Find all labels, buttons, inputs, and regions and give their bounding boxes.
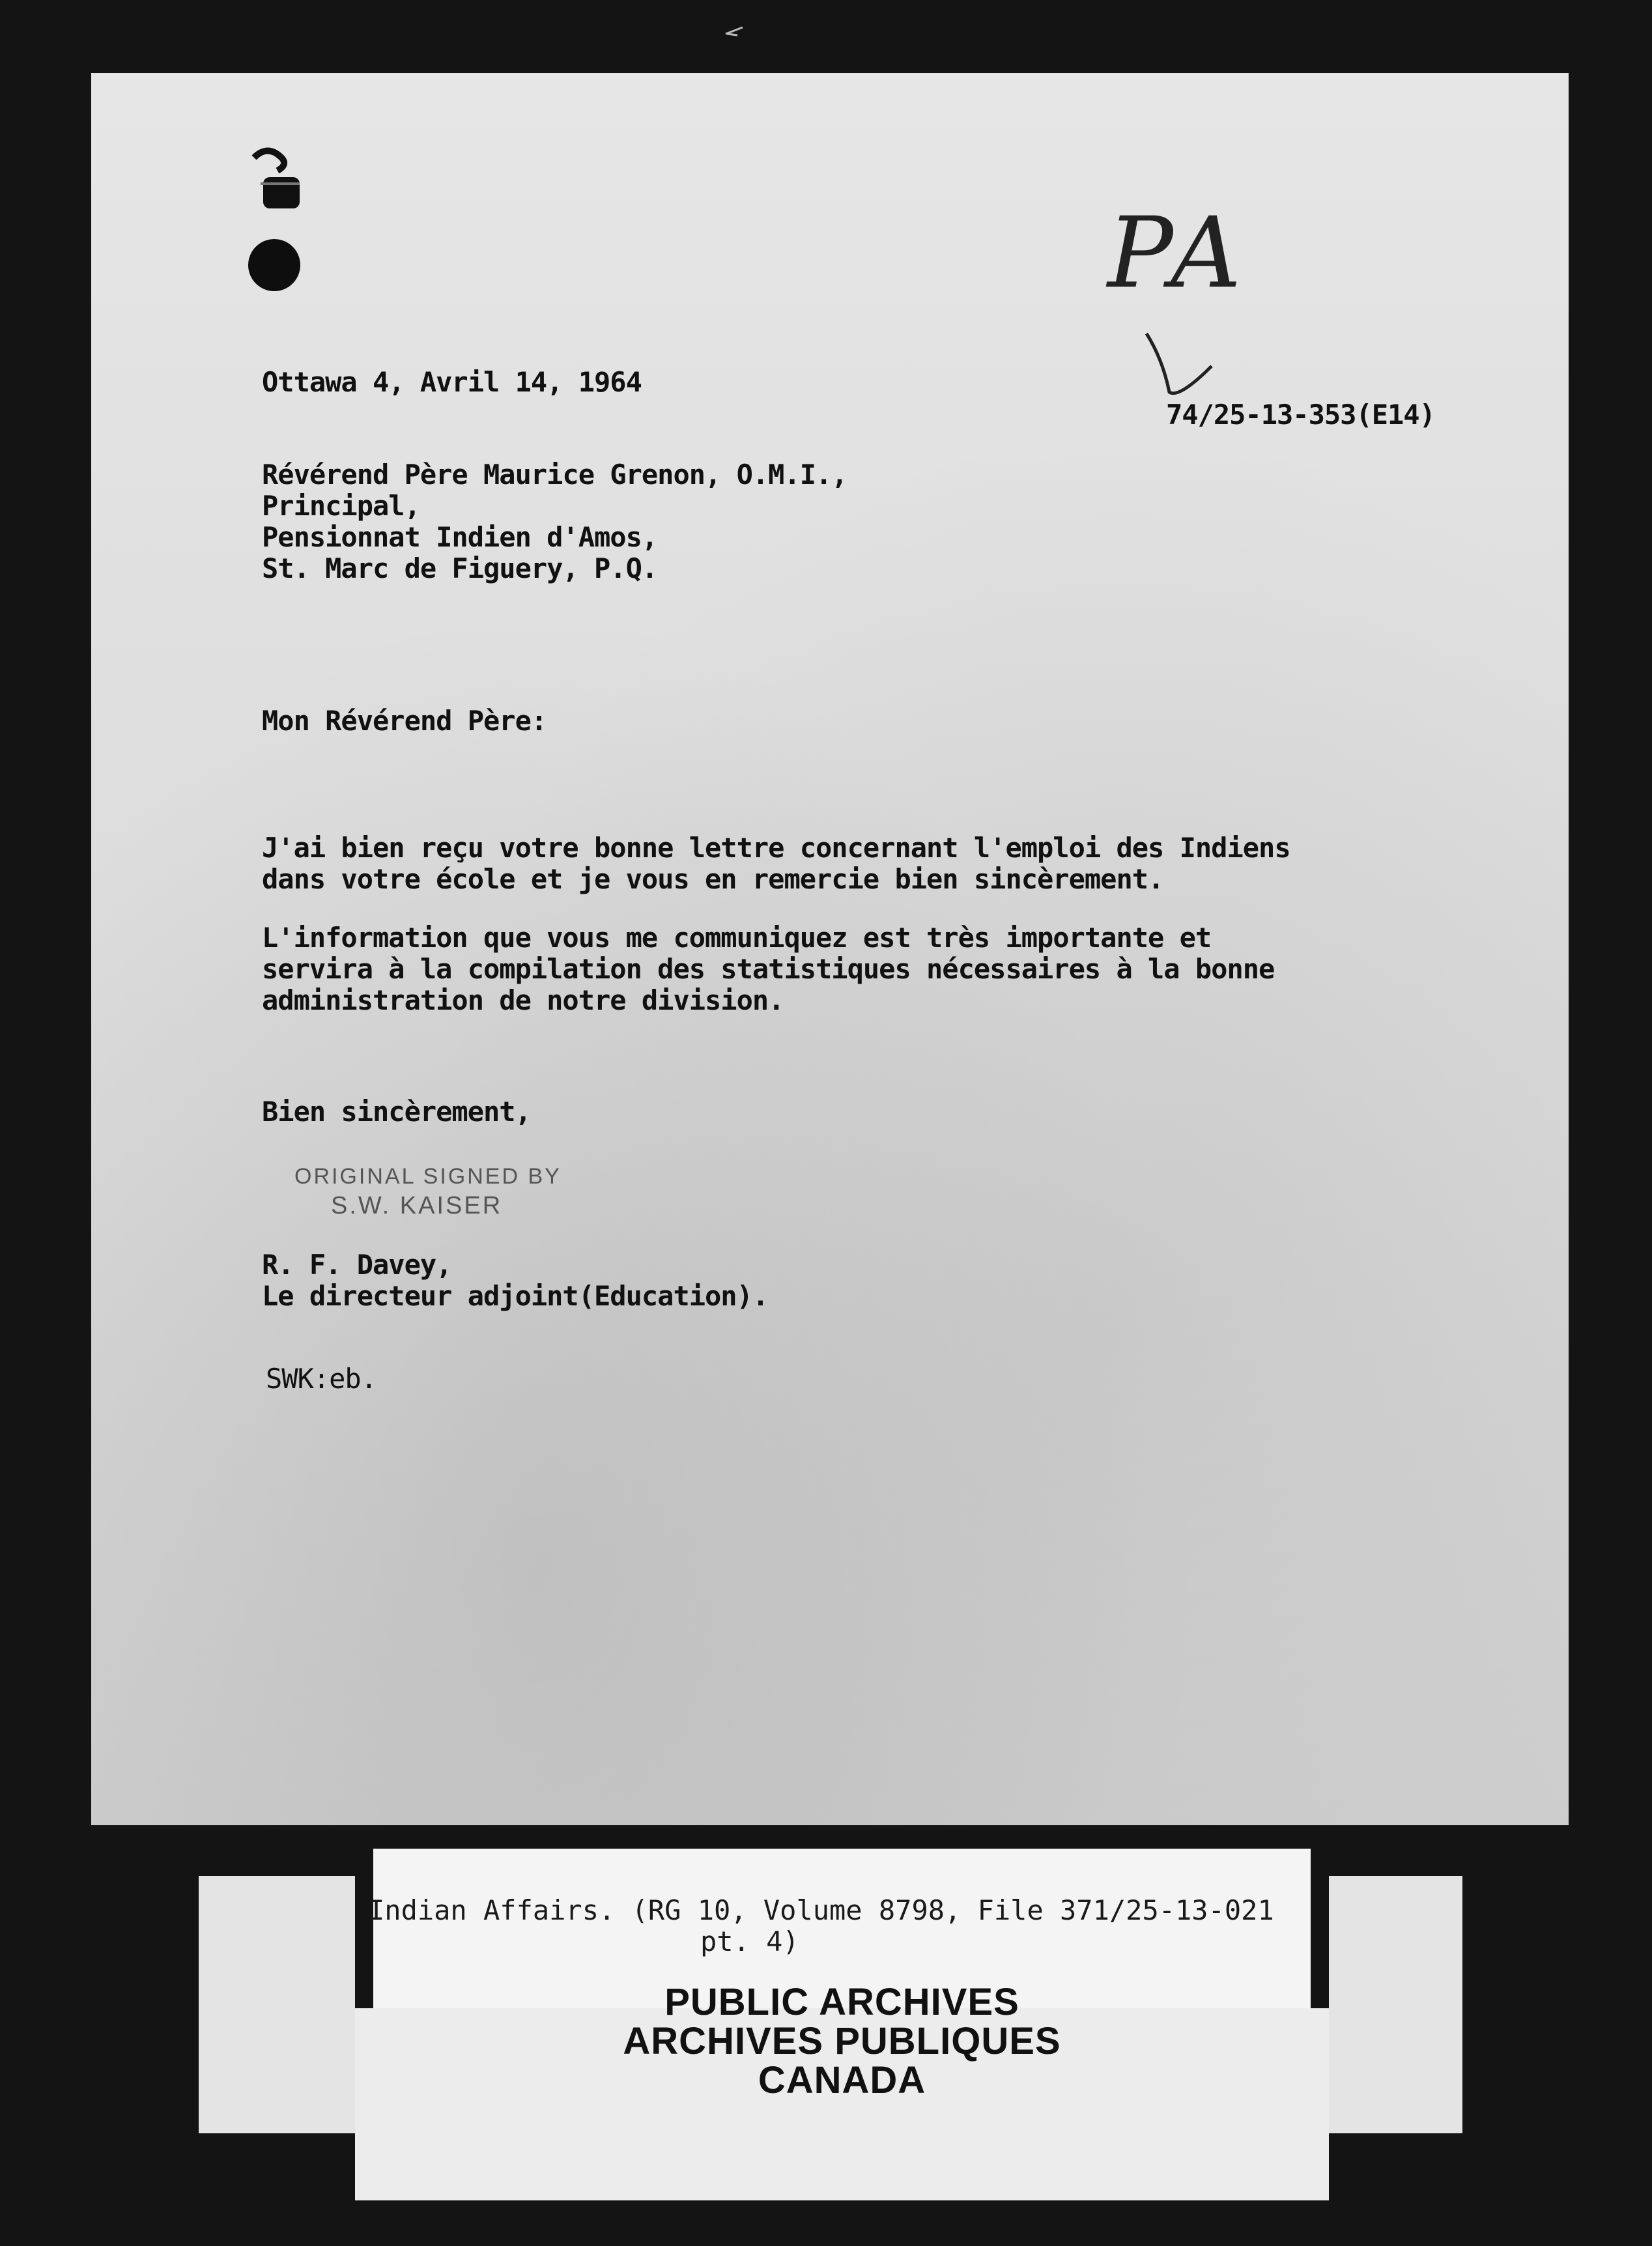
- paragraph-1-line-1: J'ai bien reçu votre bonne lettre concernant l'emploi des Indiens: [262, 832, 1290, 864]
- archive-caption-line-2: pt. 4): [700, 1926, 799, 1957]
- paragraph-2-line-3: administration de notre division.: [262, 984, 784, 1016]
- handwritten-pa-note: PA: [1107, 197, 1248, 310]
- paragraph-2-line-2: servira à la compilation des statistiques nécessaires à la bonne: [262, 953, 1275, 985]
- punch-hole: [245, 236, 304, 294]
- paragraph-2-line-1: L'information que vous me communiquez est très importante et: [262, 922, 1212, 954]
- recipient-line-4: St. Marc de Figuery, P.Q.: [262, 552, 658, 584]
- paragraph-1-line-2: dans votre école et je vous en remercie bien sincèrement.: [262, 863, 1164, 895]
- date-line: Ottawa 4, Avril 14, 1964: [262, 366, 642, 398]
- recipient-line-2: Principal,: [262, 490, 420, 522]
- handwritten-check-mark: [1133, 320, 1238, 412]
- archive-stamp-line-3: CANADA: [758, 2059, 926, 2101]
- recipient-line-1: Révérend Père Maurice Grenon, O.M.I.,: [262, 459, 847, 490]
- signatory-title: Le directeur adjoint(Education).: [262, 1280, 769, 1312]
- archive-stamp-line-1: PUBLIC ARCHIVES: [664, 1981, 1019, 2023]
- file-reference: 74/25-13-353(E14): [1166, 399, 1435, 431]
- signatory-name: R. F. Davey,: [262, 1249, 452, 1281]
- signature-stamp-line-2: S.W. KAISER: [331, 1192, 503, 1219]
- salutation: Mon Révérend Père:: [262, 705, 547, 737]
- archive-caption-line-1: Indian Affairs. (RG 10, Volume 8798, File 371/25-13-021: [368, 1894, 1274, 1926]
- archive-label-strip: [355, 1849, 1329, 2200]
- signature-stamp-line-1: ORIGINAL SIGNED BY: [294, 1164, 562, 1189]
- closing: Bien sincèrement,: [262, 1096, 531, 1128]
- top-scratch-mark: [723, 25, 749, 38]
- archive-stamp-line-2: ARCHIVES PUBLIQUES: [623, 2020, 1061, 2062]
- recipient-line-3: Pensionnat Indien d'Amos,: [262, 521, 658, 553]
- letter-page: [91, 73, 1569, 1825]
- typist-initials: SWK:eb.: [266, 1363, 377, 1395]
- paper-clip-mark: [241, 145, 319, 223]
